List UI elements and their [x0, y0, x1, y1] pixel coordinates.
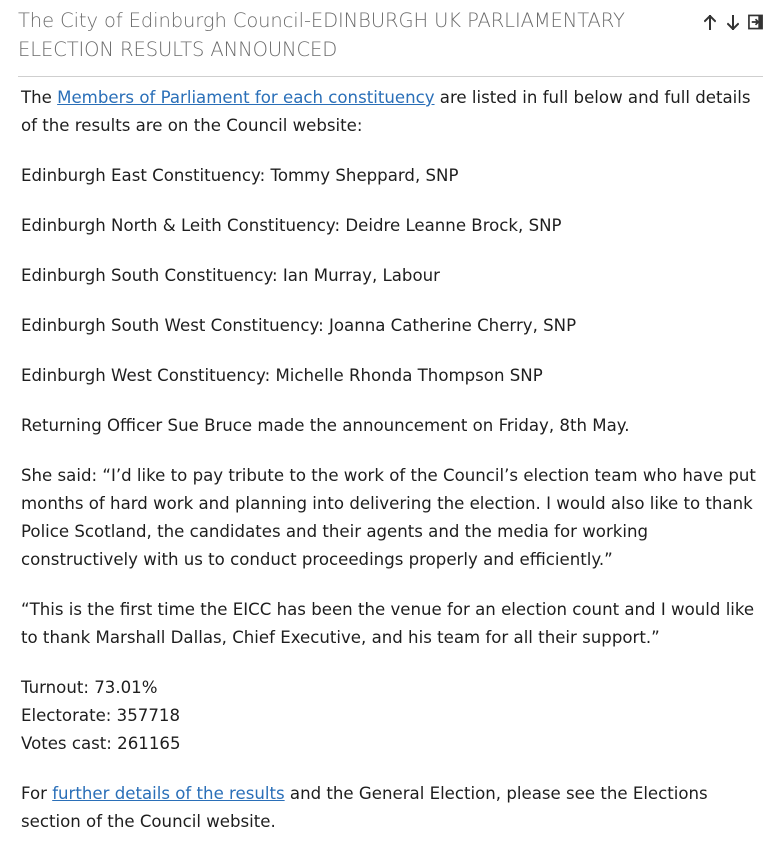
- constituency-result: Edinburgh East Constituency: Tommy Sheppard, SNP: [21, 166, 459, 185]
- open-external-button[interactable]: [748, 14, 763, 31]
- article-header: [18, 6, 763, 77]
- previous-item-button[interactable]: [702, 14, 717, 31]
- next-item-button[interactable]: [725, 14, 740, 31]
- further-details-link[interactable]: further details of the results: [52, 784, 285, 803]
- footer-prefix: For: [21, 784, 53, 803]
- arrow-down-icon: [727, 15, 739, 30]
- quote-paragraph: “This is the first time the EICC has been the venue for an election count and I would like to thank Marshall Dallas, Chief Executive, and his team for all their support.”: [21, 600, 755, 647]
- article-body: [21, 84, 763, 858]
- members-of-parliament-link[interactable]: Members of Parliament for each constituency: [57, 88, 435, 107]
- open-external-icon: [748, 14, 763, 30]
- header-toolbar: [702, 13, 763, 31]
- constituency-result: Edinburgh West Constituency: Michelle Rhonda Thompson SNP: [21, 366, 543, 385]
- footer-suffix: and the General Election, please see the Elections section of the Council website.: [21, 784, 708, 831]
- votes-cast-stat: Votes cast: 261165: [21, 734, 181, 753]
- quote-paragraph: She said: “I’d like to pay tribute to the work of the Council’s election team who have put months of hard work and planning into delivering the election. I would also like to thank Police Scotland, the candidates and their agents and the media for working constructively with us to conduct proceedings properly and efficiently.”: [21, 466, 756, 569]
- intro-prefix: The: [21, 88, 58, 107]
- page-title: The City of Edinburgh Council-EDINBURGH UK PARLIAMENTARY ELECTION RESULTS ANNOUNCED: [18, 9, 625, 61]
- constituency-result: Edinburgh North & Leith Constituency: Deidre Leanne Brock, SNP: [21, 216, 562, 235]
- constituency-result: Edinburgh South Constituency: Ian Murray, Labour: [21, 266, 440, 285]
- constituency-result: Edinburgh South West Constituency: Joanna Catherine Cherry, SNP: [21, 316, 577, 335]
- arrow-up-icon: [704, 15, 716, 30]
- intro-paragraph: [21, 84, 763, 140]
- intro-suffix: are listed in full below and full details of the results are on the Council website:: [21, 88, 751, 135]
- turnout-stat: Turnout: 73.01%: [21, 678, 158, 697]
- announcement-paragraph: Returning Officer Sue Bruce made the announcement on Friday, 8th May.: [21, 416, 630, 435]
- footer-paragraph: [21, 780, 763, 836]
- electorate-stat: Electorate: 357718: [21, 706, 181, 725]
